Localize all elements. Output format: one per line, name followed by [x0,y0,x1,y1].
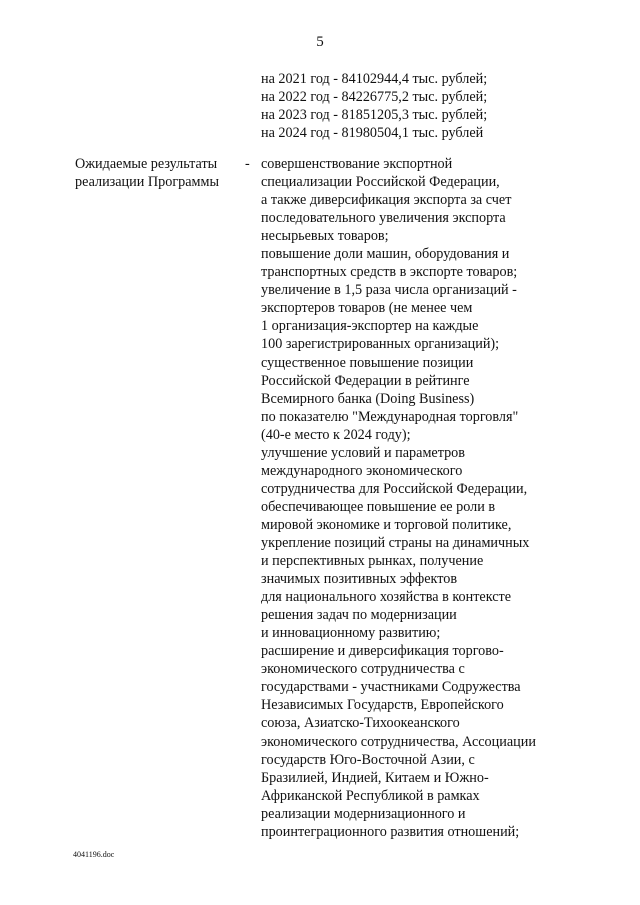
results-content-line: 100 зарегистрированных организаций); [261,336,500,353]
results-content-line: решения задач по модернизации [261,607,457,624]
results-content [261,155,601,841]
page-number: 5 [316,34,324,50]
results-content-line: государствами - участниками Содружества [261,679,521,696]
results-content-line: несырьевых товаров; [261,228,389,245]
results-dash: - [245,156,250,172]
results-content-line: Российской Федерации в рейтинге [261,372,470,389]
results-content-line: совершенствование экспортной [261,156,453,172]
results-content-line: союза, Азиатско-Тихоокеанского [261,715,460,732]
results-content-line: и инновационному развитию; [261,625,441,642]
results-content-line: расширение и диверсификация торгово- [261,643,504,660]
results-content-line: Всемирного банка (Doing Business) [261,390,475,407]
budget-line-2023: на 2023 год - 81851205,3 тыс. рублей; [261,107,488,124]
results-content-line: транспортных средств в экспорте товаров; [261,264,518,281]
results-content-line: проинтеграционного развития отношений; [261,823,520,840]
results-content-line: последовательного увеличения экспорта [261,210,506,227]
results-label [75,155,250,191]
results-content-line: обеспечивающее повышение ее роли в [261,498,496,515]
results-content-line: Африканской Республикой в рамках [261,787,480,804]
results-content-line: сотрудничества для Российской Федерации, [261,480,528,497]
results-content-line: реализации модернизационного и [261,805,466,822]
results-content-line: повышение доли машин, оборудования и [261,246,510,263]
results-content-line: 1 организация-экспортер на каждые [261,318,479,335]
results-label-line: Ожидаемые результаты [75,156,218,172]
results-content-line: и перспективных рынках, получение [261,553,484,570]
results-content-line: увеличение в 1,5 раза числа организаций - [261,282,517,299]
results-content-line: государств Юго-Восточной Азии, с [261,751,475,768]
results-content-line: (40-е место к 2024 году); [261,426,411,443]
results-content-line: значимых позитивных эффектов [261,571,458,588]
results-content-line: мировой экономике и торговой политике, [261,516,512,533]
results-content-line: существенное повышение позиции [261,354,474,371]
results-content-line: а также диверсификация экспорта за счет [261,192,512,209]
document-code: 4041196.doc [73,850,115,859]
results-content-line: по показателю "Международная торговля" [261,408,519,425]
results-content-line: для национального хозяйства в контексте [261,589,512,606]
results-content-line: экономического сотрудничества, Ассоциации [261,733,536,750]
results-content-line: экспортеров товаров (не менее чем [261,300,473,317]
budget-line-2022: на 2022 год - 84226775,2 тыс. рублей; [261,89,488,106]
results-content-line: укрепление позиций страны на динамичных [261,534,530,551]
results-content-line: международного экономического [261,462,463,479]
results-label-line: реализации Программы [75,174,220,191]
results-content-line: Бразилией, Индией, Китаем и Южно- [261,769,489,786]
results-content-line: экономического сотрудничества с [261,661,465,678]
budget-line-2024: на 2024 год - 81980504,1 тыс. рублей [261,125,484,142]
results-content-line: Независимых Государств, Европейского [261,697,504,714]
budget-line-2021: на 2021 год - 84102944,4 тыс. рублей; [261,71,488,87]
results-content-line: улучшение условий и параметров [261,444,465,461]
results-content-line: специализации Российской Федерации, [261,174,500,191]
budget-lines [261,70,621,142]
